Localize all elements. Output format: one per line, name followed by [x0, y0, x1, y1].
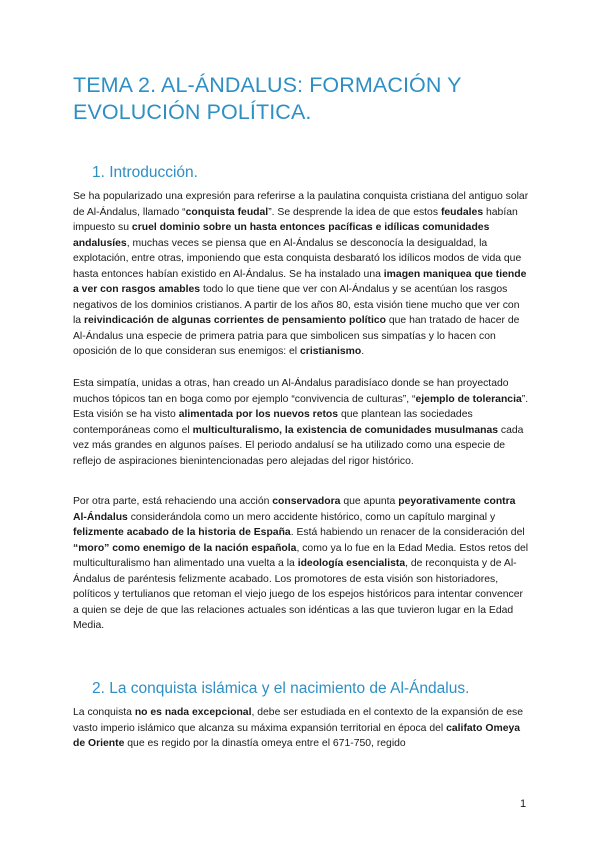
- bold-span: imagen maniquea que tiende a ver con rasgos amables: [73, 268, 527, 295]
- text-span: cada vez más grandes en algunos países. El periodo andalusí se ha utilizado como una especie de reflejo de aspiraciones bienintencionadas pero alejadas del rigor histórico.: [73, 424, 524, 467]
- paragraph-3: [73, 494, 529, 634]
- paragraph-2: [73, 376, 529, 469]
- bold-span: peyorativamente contra Al-Ándalus: [73, 496, 516, 523]
- text-span: que es regido por la dinastía omeya entre el 671-750, regido: [124, 738, 406, 749]
- bold-span: reivindicación de algunas corrientes de pensamiento político: [83, 315, 386, 326]
- bold-span: ejemplo de tolerancia: [415, 393, 522, 405]
- text-span: , como ya lo fue en la Edad Media. Estos retos del multiculturalismo han alimentado una vuelta a la: [73, 542, 529, 569]
- section-heading-introduccion: 1. Introducción.: [92, 164, 198, 181]
- bold-span: felizmente acabado de la historia de España: [73, 527, 291, 538]
- text-span: .: [361, 346, 365, 357]
- bold-span: conquista feudal: [185, 206, 269, 218]
- bold-span: feudales: [440, 206, 484, 218]
- text-span: que plantean las sociedades contemporáneas como el: [73, 409, 473, 436]
- text-span: Por otra parte, está rehaciendo una acción: [73, 496, 273, 507]
- text-span: ”. Se desprende la idea de que estos: [268, 206, 441, 218]
- text-span: ”. Esta visión se ha visto: [73, 393, 529, 420]
- text-span: . Está habiendo un renacer de la consideración del: [290, 527, 525, 538]
- bold-span: cruel dominio sobre un hasta entonces pacíficas e idílicas comunidades andalusíes: [73, 222, 490, 249]
- text-span: Esta simpatía, unidas a otras, han creado un Al-Ándalus paradisíaco donde se han proyectado muchos tópicos tan en boga como por ejemplo “convivencia de culturas”, “: [73, 378, 509, 405]
- text-span: , de reconquista y de Al-Ándalus de paréntesis felizmente acabado. Los promotores de esta visión son historiadores, políticos y tertulianos que retoman el viejo juego de los espejos históricos para intentar convencer a quien se deje de que las relaciones actuales son idénticas a las que tuvieron lugar en la Edad Media.: [73, 558, 523, 631]
- bold-span: no es nada excepcional: [134, 707, 252, 718]
- bold-span: califato Omeya de Oriente: [73, 722, 521, 749]
- text-span: que han tratado de hacer de Al-Ándalus una especie de primera patria para que simbolicen sus simpatías y lo hacen con oposición de lo que consideran sus enemigos: el: [73, 315, 520, 357]
- text-span: que apunta: [340, 496, 399, 507]
- text-span: La conquista: [73, 707, 135, 718]
- text-span: todo lo que tiene que ver con Al-Ándalus y se acentúan los rasgos negativos de los dominios cristianos. A partir de los años 80, esta visión tiene mucho que ver con la: [73, 284, 520, 326]
- bold-span: cristianismo: [300, 346, 362, 357]
- text-span: , muchas veces se piensa que en Al-Ándalus se desconocía la desigualdad, la explotación, entre otras, imponiendo que esta conquista desbarató los idílicos modos de vida que hasta entonces habían existido en Al-Ándalus. Se ha instalado una: [73, 237, 522, 280]
- text-span: , debe ser estudiada en el contexto de la expansión de ese vasto imperio islámico que alcanza su máxima expansión territorial en época del: [73, 707, 523, 734]
- bold-span: “moro” como enemigo de la nación española: [73, 542, 297, 554]
- paragraph-1: [73, 189, 529, 360]
- text-span: Se ha popularizado una expresión para referirse a la paulatina conquista cristiana del antiguo solar de Al-Ándalus, llamado “: [73, 191, 529, 218]
- bold-span: conservadora: [272, 496, 341, 507]
- page-number: 1: [520, 798, 527, 810]
- text-span: considerándola como un mero accidente histórico, como un capítulo marginal y: [127, 511, 496, 523]
- section-heading-conquista: 2. La conquista islámica y el nacimiento de Al-Ándalus.: [92, 680, 470, 697]
- text-span: habían impuesto su: [73, 206, 518, 233]
- bold-span: alimentada por los nuevos retos: [178, 409, 339, 420]
- bold-span: ideología esencialista: [297, 558, 406, 569]
- paragraph-4: [73, 705, 529, 752]
- document-title: TEMA 2. AL-ÁNDALUS: FORMACIÓN Y EVOLUCIÓN POLÍTICA.: [73, 73, 462, 124]
- bold-span: multiculturalismo, la existencia de comunidades musulmanas: [192, 424, 499, 436]
